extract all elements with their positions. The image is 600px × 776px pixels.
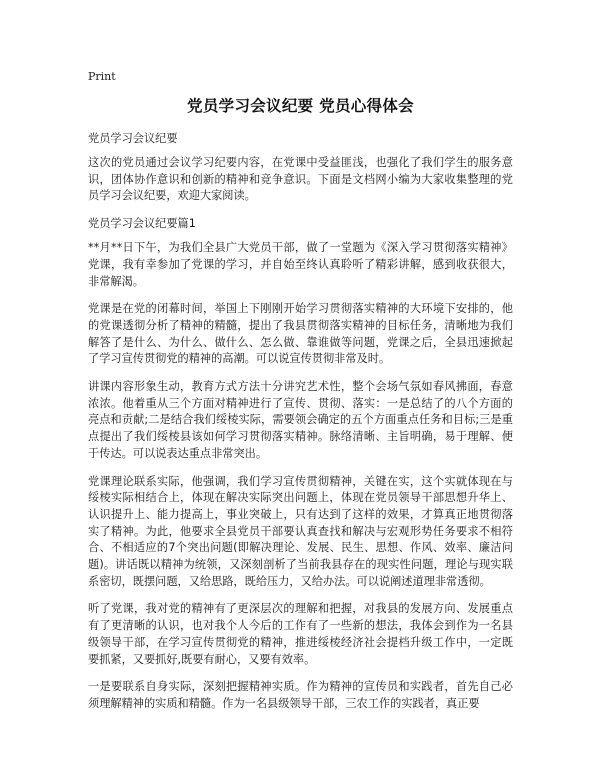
document-title: 党员学习会议纪要 党员心得体会 bbox=[187, 97, 414, 115]
section-heading-part1: 党员学习会议纪要篇1 bbox=[88, 217, 196, 231]
section-heading-main: 党员学习会议纪要 bbox=[88, 132, 178, 145]
body-paragraph-1: **月**日下午，为我们全县广大党员干部，做了一堂题为《深入学习贯彻落实精神》党课，我有幸参加了党课的学习，并自始至终认真聆听了精彩讲解，感到收获很大，非常解渴。 bbox=[88, 241, 513, 288]
intro-paragraph: 这次的党员通过会议学习纪要内容，在党课中受益匪浅，也强化了我们学生的服务意识，团体协作意识和创新的精神和竞争意识。下面是文档网小编为大家收集整理的党员学习会议纪要，欢迎大家阅读。 bbox=[88, 156, 513, 203]
body-paragraph-6: 一是要联系自身实际，深刻把握精神实质。作为精神的宣传员和实践者，首先自己必须理解精神的实质和精髓。作为一名县级领导干部，三农工作的实践者，真正要 bbox=[88, 680, 513, 710]
print-label: Print bbox=[88, 70, 116, 83]
body-paragraph-3: 讲课内容形象生动，教育方式方法十分讲究艺术性，整个会场气氛如春风拂面，春意浓浓。他着重从三个方面对精神进行了宣传、贯彻、落实：一是总结了的八个方面的亮点和贡献;二是结合我们绥棱实际，需要领会确定的五个方面重点任务和目标;三是重点提出了我们绥棱县该如何学习贯彻落实精神。脉络清晰、主旨明确，易于理解、便于传达。可以说表达重点非常突出。 bbox=[88, 380, 513, 460]
body-paragraph-4: 党课理论联系实际，他强调，我们学习宣传贯彻精神，关键在实，这个实就体现在与绥棱实际相结合上，体现在解决实际突出问题上，体现在党员领导干部思想升华上、认识提升上、能力提高上，事业突破上，只有达到了这样的效果，才算真正地贯彻落实了精神。为此，他要求全县党员干部要认真查找和解决与宏观形势任务要求不相符合、不相适应的7个突出问题(即解决理论、发展、民生、思想、作风、效率、廉洁问题)。讲话既以精神为统领，又深刻剖析了当前我县存在的现实性问题，理论与现实联系密切，既摆问题，又给思路，既给压力，又给办法。可以说阐述道理非常透彻。 bbox=[88, 474, 513, 588]
body-paragraph-2: 党课是在党的闭幕时间，举国上下刚刚开始学习贯彻落实精神的大环境下安排的，他的党课透彻分析了精神的精髓，提出了我县贯彻落实精神的目标任务，清晰地为我们解答了是什么、为什么、做什么、怎么做、靠谁做等问题，党课之后，全县迅速掀起了学习宣传贯彻党的精神的高潮。可以说宣传贯彻非常及时。 bbox=[88, 302, 513, 366]
body-paragraph-5: 听了党课，我对党的精神有了更深层次的理解和把握，对我县的发展方向、发展重点有了更清晰的认识，也对我个人今后的工作有了一些新的想法，我体会到作为一名县级领导干部，在学习宣传贯彻党的精神，推进绥棱经济社会提档升级工作中，一定既要抓紧，又要抓好,既要有耐心，又要有效率。 bbox=[88, 602, 513, 666]
document-body bbox=[88, 131, 513, 724]
